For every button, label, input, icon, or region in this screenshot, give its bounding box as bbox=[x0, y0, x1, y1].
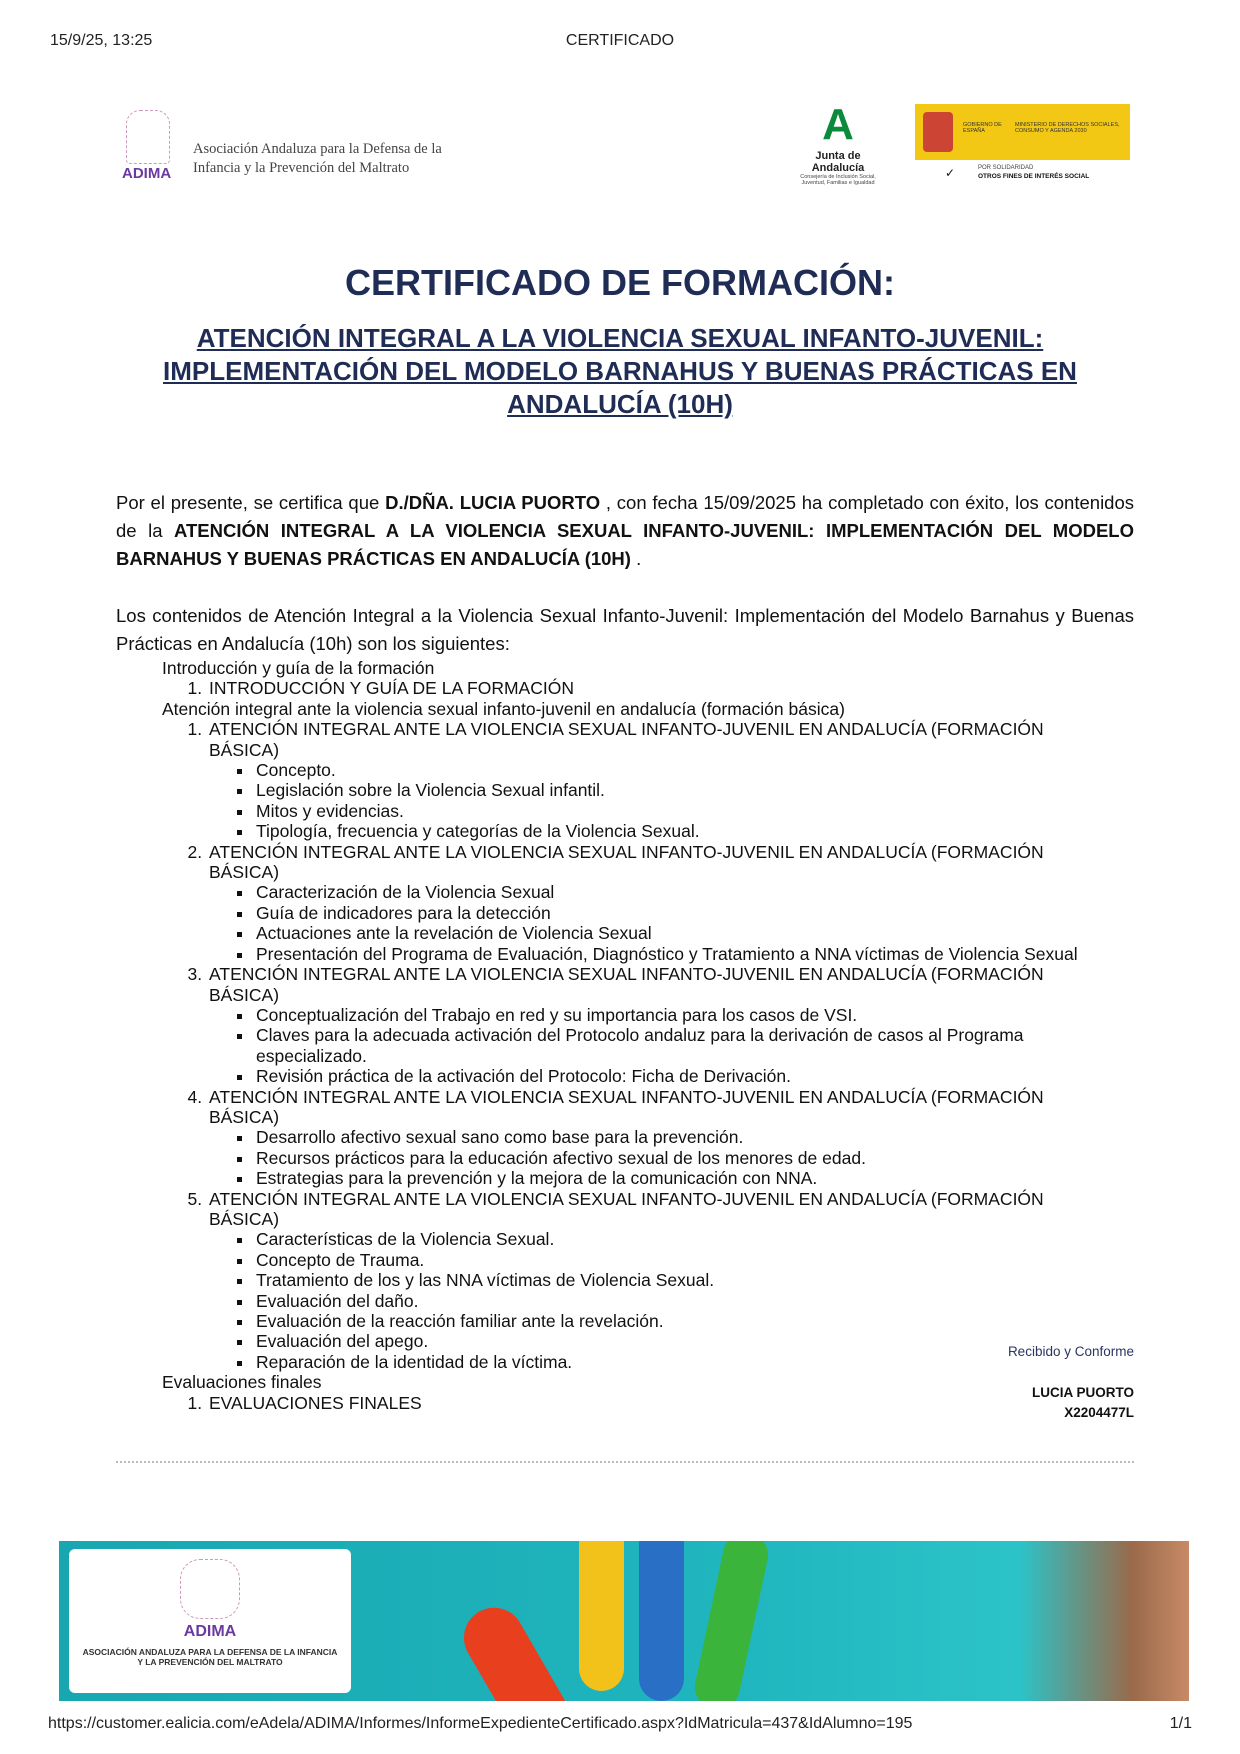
topic-item: ▪ Presentación del Programa de Evaluación, Diagnóstico y Tratamiento a NNA víctimas de Violencia Sexual bbox=[254, 944, 1102, 964]
module-list bbox=[207, 678, 1102, 698]
module-label: ATENCIÓN INTEGRAL ANTE LA VIOLENCIA SEXUAL INFANTO-JUVENIL EN ANDALUCÍA (FORMACIÓN BÁSICA) bbox=[209, 1086, 1044, 1127]
module-label: ATENCIÓN INTEGRAL ANTE LA VIOLENCIA SEXUAL INFANTO-JUVENIL EN ANDALUCÍA (FORMACIÓN BÁSICA) bbox=[209, 1188, 1044, 1229]
module-label: EVALUACIONES FINALES bbox=[209, 1392, 422, 1413]
adima-mark: ADIMA bbox=[122, 165, 172, 182]
topic-item: ▪ Revisión práctica de la activación del Protocolo: Ficha de Derivación. bbox=[254, 1066, 1102, 1086]
signature-name: LUCIA PUORTO bbox=[1031, 1385, 1134, 1400]
module-label: ATENCIÓN INTEGRAL ANTE LA VIOLENCIA SEXUAL INFANTO-JUVENIL EN ANDALUCÍA (FORMACIÓN BÁSICA) bbox=[209, 841, 1044, 883]
adima-logo bbox=[122, 110, 462, 188]
certification-paragraph bbox=[116, 489, 1134, 573]
module-item bbox=[207, 1087, 1102, 1189]
section-title: Atención integral ante la violencia sexual infanto-juvenil en andalucía (formación básica) bbox=[162, 698, 845, 719]
topic-list bbox=[254, 882, 1102, 964]
student-name: D./DÑA. LUCIA PUORTO bbox=[385, 492, 601, 513]
junta-sub2: Juventud, Familias e Igualdad bbox=[801, 180, 875, 186]
module-item bbox=[207, 719, 1102, 841]
module-item bbox=[207, 678, 1102, 698]
banner-adima-mark: ADIMA bbox=[183, 1623, 237, 1640]
signature-label: Recibido y Conforme bbox=[1007, 1344, 1134, 1359]
topic-item: ▪ Conceptualización del Trabajo en red y su importancia para los casos de VSI. bbox=[254, 1005, 1102, 1025]
adima-name-line1: Asociación Andaluza para la Defensa de la bbox=[193, 141, 442, 157]
solidaridad-line1: POR SOLIDARIDAD bbox=[978, 165, 1034, 171]
junta-sub1: Consejería de Inclusión Social, bbox=[800, 174, 876, 180]
text: . bbox=[630, 548, 642, 569]
junta-logo bbox=[790, 100, 886, 186]
module-label: ATENCIÓN INTEGRAL ANTE LA VIOLENCIA SEXUAL INFANTO-JUVENIL EN ANDALUCÍA (FORMACIÓN BÁSICA) bbox=[209, 719, 1044, 760]
module-item bbox=[207, 964, 1102, 1086]
topic-item: ▪ Mitos y evidencias. bbox=[254, 801, 1102, 821]
children-drawing-icon bbox=[126, 110, 170, 164]
module-label: INTRODUCCIÓN Y GUÍA DE LA FORMACIÓN bbox=[209, 678, 574, 699]
topic-item: ▪ Estrategias para la prevención y la mejora de la comunicación con NNA. bbox=[254, 1168, 1102, 1188]
topic-item: ▪ Evaluación del apego. bbox=[254, 1331, 1102, 1351]
topic-item: ▪ Evaluación de la reacción familiar ante la revelación. bbox=[254, 1311, 1102, 1331]
topic-list bbox=[254, 1229, 1102, 1372]
topic-item: ▪ Características de la Violencia Sexual. bbox=[254, 1229, 1102, 1249]
topic-item: ▪ Legislación sobre la Violencia Sexual infantil. bbox=[254, 780, 1102, 800]
print-page-title: CERTIFICADO bbox=[565, 32, 675, 49]
banner-line2: Y LA PREVENCIÓN DEL MALTRATO bbox=[137, 1657, 283, 1667]
section-title: Introducción y guía de la formación bbox=[162, 658, 435, 678]
divider bbox=[116, 1461, 1134, 1463]
print-datetime: 15/9/25, 13:25 bbox=[50, 32, 153, 49]
text: Por el presente, se certifica que bbox=[116, 492, 386, 513]
topic-item: ▪ Caracterización de la Violencia Sexual bbox=[254, 882, 1102, 902]
text: , con fecha 15/09/2025 ha completado con éxito, los contenidos de la bbox=[116, 492, 1135, 541]
coat-of-arms-icon bbox=[923, 112, 953, 152]
topic-item: ▪ Guía de indicadores para la detección bbox=[254, 903, 1102, 923]
print-url: https://customer.ealicia.com/eAdela/ADIMA/Informes/InformeExpedienteCertificado.aspx?IdMatricula=437&IdAlumno=195 bbox=[48, 1715, 913, 1732]
topic-item: ▪ Recursos prácticos para la educación afectivo sexual de los menores de edad. bbox=[254, 1148, 1102, 1168]
banner-logo-card bbox=[69, 1549, 351, 1693]
topic-item: ▪ Concepto de Trauma. bbox=[254, 1250, 1102, 1270]
adima-name-line2: Infancia y la Prevención del Maltrato bbox=[193, 160, 410, 176]
module-item bbox=[207, 842, 1102, 964]
module-item bbox=[207, 1393, 1102, 1413]
module-item bbox=[207, 1189, 1102, 1373]
junta-a-icon: A bbox=[822, 100, 854, 149]
topic-item: ▪ Tratamiento de los y las NNA víctimas de Violencia Sexual. bbox=[254, 1270, 1102, 1290]
contents-list bbox=[162, 658, 1102, 1413]
painted-hand-icon bbox=[453, 1597, 585, 1701]
topic-item: ▪ Claves para la adecuada activación del Protocolo andaluz para la derivación de casos al Programa especializado. bbox=[254, 1025, 1102, 1066]
check-icon: ✓ bbox=[945, 166, 956, 180]
module-label: ATENCIÓN INTEGRAL ANTE LA VIOLENCIA SEXUAL INFANTO-JUVENIL EN ANDALUCÍA (FORMACIÓN BÁSICA) bbox=[209, 964, 1044, 1005]
topic-item: ▪ Desarrollo afectivo sexual sano como base para la prevención. bbox=[254, 1127, 1102, 1147]
signature-id: X2204477L bbox=[1064, 1405, 1134, 1420]
gobierno-text: GOBIERNO DE ESPAÑA bbox=[963, 122, 1002, 134]
junta-name: Junta de Andalucía bbox=[811, 150, 865, 174]
topic-list bbox=[254, 1005, 1102, 1087]
module-list bbox=[207, 1393, 1102, 1413]
topic-item: ▪ Actuaciones ante la revelación de Violencia Sexual bbox=[254, 923, 1102, 943]
gobierno-logo bbox=[915, 104, 1130, 160]
ministerio-text: MINISTERIO DE DERECHOS SOCIALES, CONSUMO Y AGENDA 2030 bbox=[1015, 122, 1120, 134]
certificate-title: CERTIFICADO DE FORMACIÓN: bbox=[345, 262, 895, 303]
topic-item: ▪ Evaluación del daño. bbox=[254, 1291, 1102, 1311]
topic-list bbox=[254, 760, 1102, 842]
topic-list bbox=[254, 1127, 1102, 1188]
contents-intro: Los contenidos de Atención Integral a la Violencia Sexual Infanto-Juvenil: Implementación del Modelo Barnahus y Buenas Prácticas en Andalucía (10h) son los siguientes: bbox=[116, 605, 1134, 654]
module-list bbox=[207, 719, 1102, 1372]
solidaridad-line2: OTROS FINES DE INTERÉS SOCIAL bbox=[978, 173, 1090, 180]
children-drawing-icon bbox=[180, 1559, 240, 1619]
footer-banner bbox=[59, 1541, 1189, 1701]
print-page-count: 1/1 bbox=[1169, 1715, 1192, 1732]
course-name: ATENCIÓN INTEGRAL A LA VIOLENCIA SEXUAL INFANTO-JUVENIL: IMPLEMENTACIÓN DEL MODELO BARNAHUS Y BUENAS PRÁCTICAS EN ANDALUCÍA (10H) bbox=[116, 520, 1134, 569]
banner-line1: ASOCIACIÓN ANDALUZA PARA LA DEFENSA DE LA INFANCIA bbox=[82, 1647, 338, 1657]
topic-item: ▪ Reparación de la identidad de la víctima. bbox=[254, 1352, 1102, 1372]
course-title: ATENCIÓN INTEGRAL A LA VIOLENCIA SEXUAL INFANTO-JUVENIL: IMPLEMENTACIÓN DEL MODELO BARNAHUS Y BUENAS PRÁCTICAS EN ANDALUCÍA (10H) bbox=[163, 323, 1077, 419]
topic-item: ▪ Tipología, frecuencia y categorías de la Violencia Sexual. bbox=[254, 821, 1102, 841]
topic-item: ▪ Concepto. bbox=[254, 760, 1102, 780]
section-title: Evaluaciones finales bbox=[162, 1372, 322, 1393]
